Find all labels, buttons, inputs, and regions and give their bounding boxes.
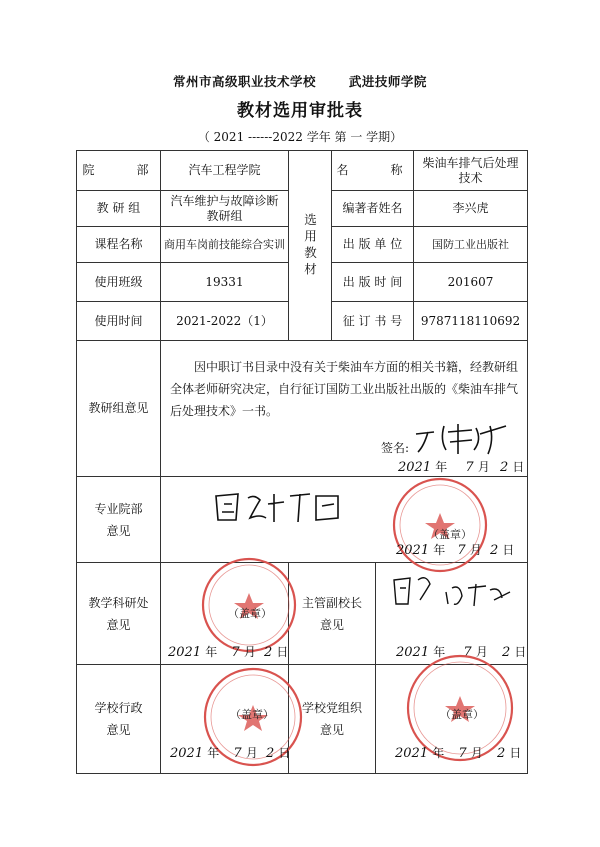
party-stamp-label: （盖章） [440,708,484,721]
vice-year-char: 年 [433,645,446,659]
party-day: 2 [496,746,506,761]
admin-month-char: 月 [245,746,258,760]
major-opinion-label [77,477,160,562]
group-day: 2 [499,460,509,475]
major-seal [383,475,498,575]
school-name-2: 武进技师学院 [348,74,427,89]
major-label-line1: 专业院部 [94,501,143,516]
vice-handwritten-signature [390,570,520,620]
vice-month: 7 [463,645,472,660]
admin-stamp-label: （盖章） [230,708,274,721]
group-day-char: 日 [512,460,525,474]
major-day-char: 日 [502,543,515,557]
page-title: 教材选用审批表 [237,101,363,121]
author-label: 编著者姓名 [342,201,403,215]
admin-opinion-label [77,665,160,773]
academic-term: （ 2021 ------2022 学年 第 一 学期） [197,130,403,144]
major-day: 2 [489,543,499,558]
group-opinion-date [398,458,524,475]
vice-opinion-label [289,563,375,664]
research-date [168,643,288,660]
publisher-value: 国防工业出版社 [432,238,509,251]
research-year-char: 年 [205,645,218,659]
isbn-value: 9787118110692 [420,313,521,328]
handwritten-signature [410,420,520,456]
party-month: 7 [458,746,467,761]
group-year: 2021 [398,460,432,475]
class-value: 19331 [205,274,244,289]
research-month-char: 月 [243,645,256,659]
major-year: 2021 [396,543,430,558]
time-label: 使用时间 [94,313,143,328]
course-label: 课程名称 [94,237,143,251]
group-year-char: 年 [435,460,448,474]
dept-label: 院 部 [82,163,155,177]
vice-day: 2 [501,645,511,660]
book-name-line2: 技术 [458,170,483,185]
author-value: 李兴虎 [452,201,489,215]
major-date [396,541,514,558]
pubdate-value: 201607 [447,274,494,289]
major-label-line2: 意见 [106,523,131,538]
party-label-line1: 学校党组织 [301,701,362,715]
major-stamp-label: （盖章） [428,528,472,541]
signature-label: 签名: [381,441,410,455]
admin-date [170,744,290,761]
research-year: 2021 [168,645,202,660]
vice-label-line1: 主管副校长 [301,595,362,610]
vice-label-line2: 意见 [319,617,344,632]
party-year-char: 年 [432,746,445,760]
time-value: 2021-2022（1） [176,313,273,328]
major-year-char: 年 [433,543,446,557]
party-label-line2: 意见 [319,723,344,737]
group-month-char: 月 [477,460,490,474]
group-value-line1: 汽车维护与故障诊断 [170,193,279,208]
vice-year: 2021 [396,645,430,660]
admin-label-line2: 意见 [106,723,131,737]
group-value [161,191,288,226]
party-opinion-label [289,665,375,773]
selected-textbook-text: 选用教材 [302,212,318,279]
research-label-line2: 意见 [106,617,131,632]
vice-month-char: 月 [475,645,488,659]
group-month: 7 [465,460,474,475]
party-month-char: 月 [470,746,483,760]
book-name-label: 名 称 [336,163,409,177]
party-year: 2021 [395,746,429,761]
vice-day-char: 日 [514,645,527,659]
admin-year: 2021 [170,746,204,761]
isbn-label: 征 订 书 号 [342,313,403,328]
admin-day: 2 [265,746,275,761]
major-month-char: 月 [469,543,482,557]
class-label: 使用班级 [94,274,143,289]
group-value-line2: 教研组 [206,208,243,223]
party-date [395,744,521,761]
research-stamp-label: （盖章） [228,607,272,620]
course-value: 商用车岗前技能综合实训 [164,238,285,251]
publisher-label: 出 版 单 位 [342,237,403,251]
research-month: 7 [231,645,240,660]
book-name-value [414,151,527,190]
major-month: 7 [457,543,466,558]
school-name-1: 常州市高级职业技术学校 [173,74,317,89]
admin-day-char: 日 [278,746,291,760]
major-handwritten-opinion [210,488,350,528]
research-label-line1: 教学科研处 [88,595,149,610]
research-opinion-label [77,563,160,664]
party-day-char: 日 [509,746,522,760]
admin-year-char: 年 [207,746,220,760]
admin-label-line1: 学校行政 [94,701,143,715]
pubdate-label: 出 版 时 间 [342,274,403,289]
selected-textbook-label [289,151,331,340]
research-day-char: 日 [276,645,289,659]
book-name-line1: 柴油车排气后处理 [422,155,519,170]
group-label: 教 研 组 [96,201,141,215]
dept-value: 汽车工程学院 [188,163,261,177]
research-day: 2 [263,645,273,660]
group-opinion-text: 因中职订书目录中没有关于柴油车方面的相关书籍，经教研组全体老师研究决定，自行征订国防工业出版社出版的《柴油车排气后处理技术》一书。 [170,360,519,418]
group-opinion-label: 教研组意见 [88,401,149,415]
admin-month: 7 [233,746,242,761]
